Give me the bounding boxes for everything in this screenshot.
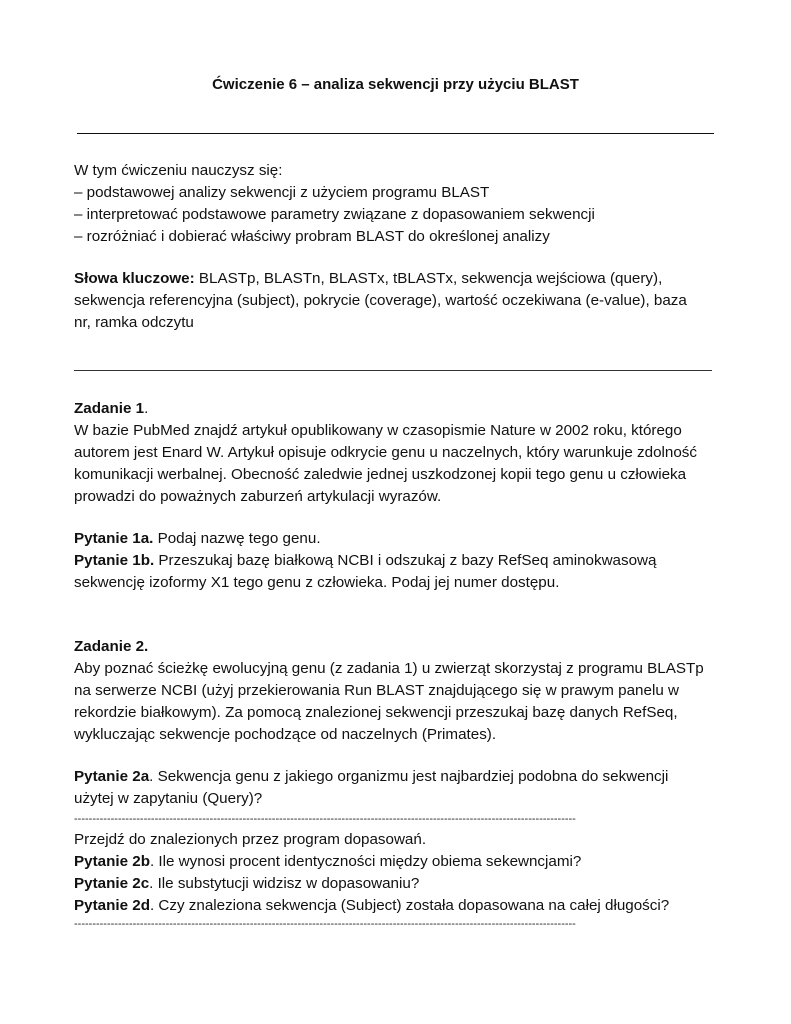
intro-section <box>74 160 724 248</box>
questions-2b-2d <box>74 829 724 917</box>
keywords-text: nr, ramka odczytu <box>74 314 194 331</box>
question-2d-text: . Czy znaleziona sekwencja (Subject) została dopasowana na całej długości? <box>149 897 670 914</box>
task-2-heading: Zadanie 2. <box>74 638 149 655</box>
task-2-text: rekordzie białkowym). Za pomocą znalezionej sekwencji przeszukaj bazę danych RefSeq, <box>74 704 678 721</box>
task-1-text: prowadzi do poważnych zaburzeń artykulacji wyrazów. <box>74 488 442 505</box>
keywords-text: sekwencja referencyjna (subject), pokrycie (coverage), wartość oczekiwana (e-value), baza <box>74 292 687 309</box>
question-2a-text: użytej w zapytaniu (Query)? <box>74 790 263 807</box>
question-1b-text: Przeszukaj bazę białkową NCBI i odszukaj z bazy RefSeq aminokwasową <box>154 552 657 569</box>
task-1-text: autorem jest Enard W. Artykuł opisuje odkrycie genu u naczelnych, który warunkuje zdolność <box>74 444 697 461</box>
question-2a-label: Pytanie 2a <box>74 768 150 785</box>
question-1a-label: Pytanie 1a. <box>74 530 154 547</box>
task-2-section <box>74 636 724 746</box>
question-2d-label: Pytanie 2d <box>74 897 150 914</box>
task-2-text: wykluczając sekwencje pochodzące od naczelnych (Primates). <box>74 726 497 743</box>
task-1-heading-suffix: . <box>144 400 149 417</box>
title-divider <box>77 133 714 134</box>
dashed-separator: ----------------------------------------------------------------------------------------------------------------------------------------- <box>74 813 576 825</box>
task-2-text: Aby poznać ścieżkę ewolucyjną genu (z zadania 1) u zwierząt skorzystaj z programu BLASTp <box>74 660 704 677</box>
section-divider <box>74 370 712 371</box>
question-2c-text: . Ile substytucji widzisz w dopasowaniu? <box>149 875 420 892</box>
keywords-section <box>74 268 724 334</box>
task-1-heading: Zadanie 1 <box>74 400 145 417</box>
task-1-questions <box>74 528 724 594</box>
question-1b-text: sekwencję izoformy X1 tego genu z człowieka. Podaj jej numer dostępu. <box>74 574 560 591</box>
task-1-text: W bazie PubMed znajdź artykuł opublikowany w czasopismie Nature w 2002 roku, którego <box>74 422 682 439</box>
page-title: Ćwiczenie 6 – analiza sekwencji przy użyciu BLAST <box>212 76 579 93</box>
question-2b-label: Pytanie 2b <box>74 853 150 870</box>
question-2a-text: . Sekwencja genu z jakiego organizmu jest najbardziej podobna do sekwencji <box>149 768 669 785</box>
keywords-text: BLASTp, BLASTn, BLASTx, tBLASTx, sekwencja wejściowa (query), <box>194 270 663 287</box>
dashed-separator: ----------------------------------------------------------------------------------------------------------------------------------------- <box>74 918 576 930</box>
question-2b-text: . Ile wynosi procent identyczności między obiema sekewncjami? <box>149 853 582 870</box>
task-1-section <box>74 398 724 508</box>
task-2-text: na serwerze NCBI (użyj przekierowania Run BLAST znajdującego się w prawym panelu w <box>74 682 679 699</box>
question-1b-label: Pytanie 1b. <box>74 552 155 569</box>
question-2a <box>74 766 724 810</box>
question-2c-label: Pytanie 2c <box>74 875 150 892</box>
intro-lead: W tym ćwiczeniu nauczysz się: <box>74 162 283 179</box>
intro-item: – podstawowej analizy sekwencji z użyciem programu BLAST <box>74 184 490 201</box>
alignment-instruction: Przejdź do znalezionych przez program dopasowań. <box>74 831 427 848</box>
task-1-text: komunikacji werbalnej. Obecność zaledwie jednej uszkodzonej kopii tego genu u człowieka <box>74 466 687 483</box>
intro-item: – interpretować podstawowe parametry związane z dopasowaniem sekwencji <box>74 206 595 223</box>
keywords-label: Słowa kluczowe: <box>74 270 195 287</box>
intro-item: – rozróżniać i dobierać właściwy probram BLAST do określonej analizy <box>74 228 550 245</box>
question-1a-text: Podaj nazwę tego genu. <box>153 530 321 547</box>
